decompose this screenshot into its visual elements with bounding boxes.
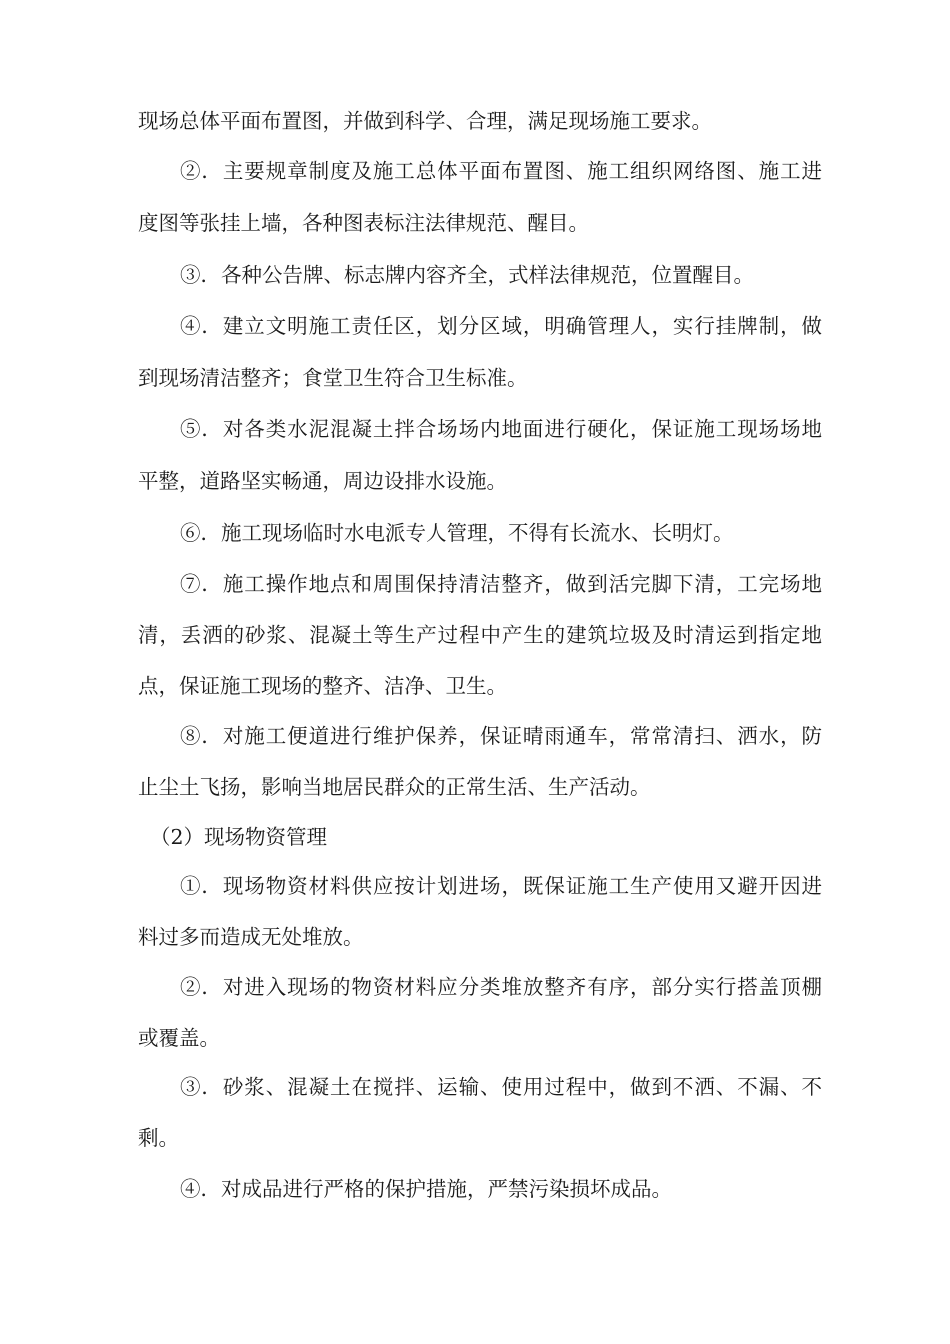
paragraph-line: 度图等张挂上墙，各种图表标注法律规范、醒目。: [138, 211, 589, 235]
list-item-line: ⑧．对施工便道进行维护保养，保证晴雨通车，常常清扫、洒水，防: [180, 724, 822, 748]
list-item-line: ④．建立文明施工责任区，划分区域，明确管理人，实行挂牌制，做: [180, 314, 822, 338]
list-item-line: ③．砂浆、混凝土在搅拌、运输、使用过程中，做到不洒、不漏、不: [180, 1075, 822, 1099]
section-heading: （2）现场物资管理: [150, 825, 328, 849]
paragraph-line: 清，丢洒的砂浆、混凝土等生产过程中产生的建筑垃圾及时清运到指定地: [138, 623, 822, 647]
list-item-line: ④．对成品进行严格的保护措施，严禁污染损坏成品。: [180, 1177, 672, 1201]
paragraph-line: 平整，道路坚实畅通，周边设排水设施。: [138, 469, 507, 493]
list-item-line: ⑤．对各类水泥混凝土拌合场场内地面进行硬化，保证施工现场场地: [180, 417, 822, 441]
list-item-line: ②．对进入现场的物资材料应分类堆放整齐有序，部分实行搭盖顶棚: [180, 975, 822, 999]
list-item-line: ②．主要规章制度及施工总体平面布置图、施工组织网络图、施工进: [180, 159, 822, 183]
paragraph-line: 剩。: [138, 1126, 179, 1150]
list-item-line: ⑥．施工现场临时水电派专人管理，不得有长流水、长明灯。: [180, 521, 734, 545]
list-item-line: ①．现场物资材料供应按计划进场，既保证施工生产使用又避开因进: [180, 874, 822, 898]
list-item-line: ③．各种公告牌、标志牌内容齐全，式样法律规范，位置醒目。: [180, 263, 754, 287]
list-item-line: ⑦．施工操作地点和周围保持清洁整齐，做到活完脚下清，工完场地: [180, 572, 822, 596]
paragraph-line: 点，保证施工现场的整齐、洁净、卫生。: [138, 674, 507, 698]
paragraph-line: 现场总体平面布置图，并做到科学、合理，满足现场施工要求。: [138, 109, 712, 133]
paragraph-line: 料过多而造成无处堆放。: [138, 925, 364, 949]
paragraph-line: 止尘土飞扬，影响当地居民群众的正常生活、生产活动。: [138, 775, 651, 799]
paragraph-line: 到现场清洁整齐；食堂卫生符合卫生标准。: [138, 366, 528, 390]
paragraph-line: 或覆盖。: [138, 1026, 220, 1050]
